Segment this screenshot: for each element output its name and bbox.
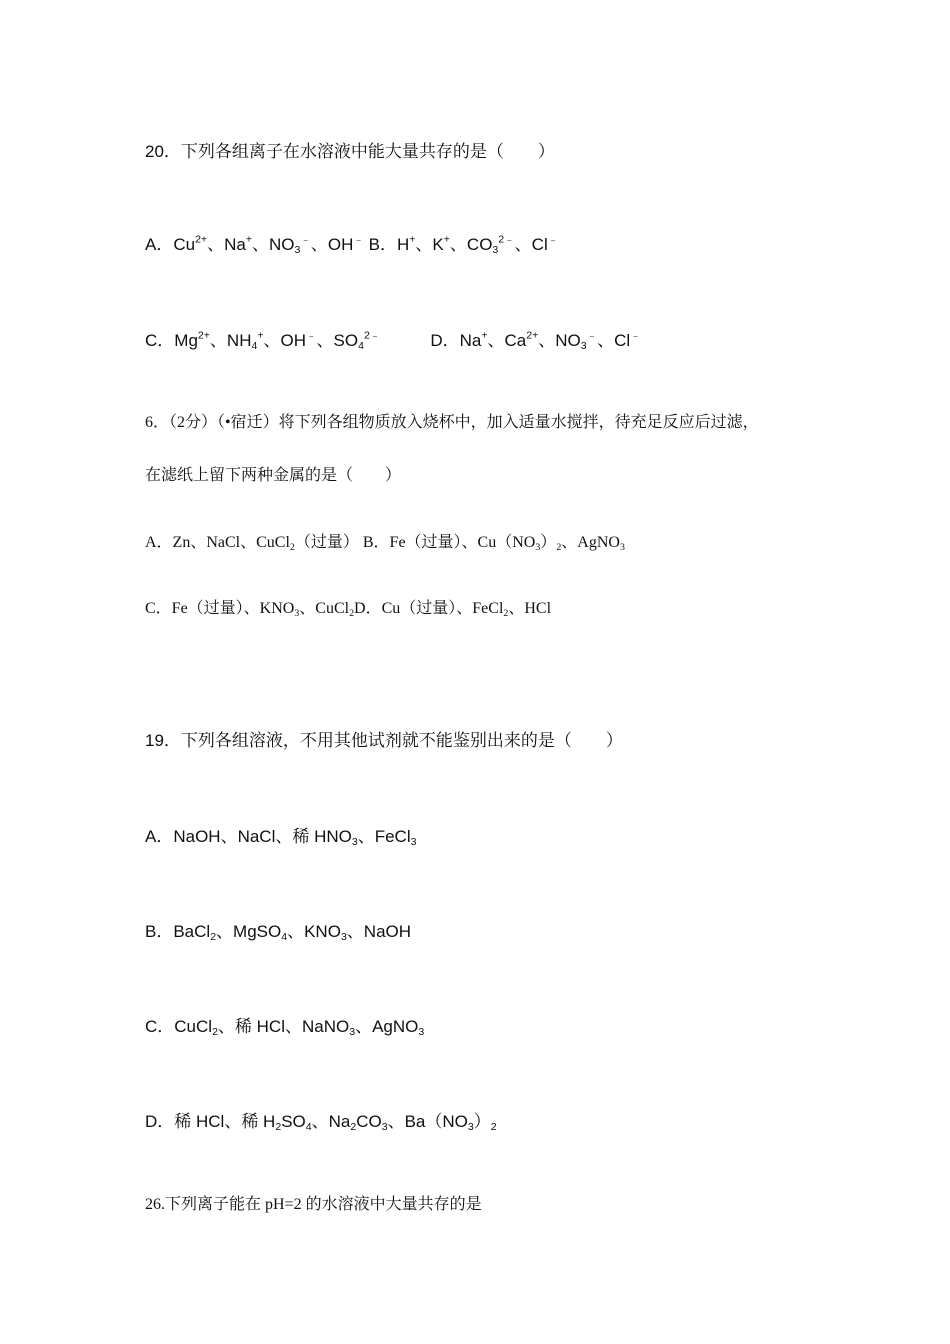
q19-stem: 19．下列各组溶液，不用其他试剂就不能鉴别出来的是（ ） <box>145 731 623 750</box>
q20-options-cd <box>145 329 641 353</box>
q6-option-a[interactable]: A．Zn、NaCl、CuCl$_2$（过量） <box>145 534 359 553</box>
q20-options-ab <box>145 233 559 257</box>
q6-option-d[interactable]: D．Cu（过量）、FeCl$_2$、HCl <box>354 600 552 619</box>
q19-option-d[interactable]: D．稀 HCl、稀 $H_2SO_4$、$Na_2CO_3$、$Ba(NO_3)_2$ <box>145 1112 497 1134</box>
q6-stem-line1: 6．（2分）（•宿迁）将下列各组物质放入烧杯中，加入适量水搅拌，待充足反应后过滤， <box>145 414 759 431</box>
q20-option-d[interactable]: D．Na+、$Ca^{2+}$、$NO_3^﹣$、Cl﹣ <box>430 329 641 353</box>
q26-stem: 26.下列离子能在 pH=2 的水溶液中大量共存的是 <box>145 1196 482 1213</box>
q19-option-b[interactable]: B．BaCl$_2$、MgSO$_4$、$KNO_3$、NaOH <box>145 922 412 944</box>
q19-option-a[interactable]: A．NaOH、NaCl、稀 $HNO_3$、FeCl$_3$ <box>145 827 417 849</box>
q6-option-b[interactable]: B．Fe（过量）、$Cu(NO_3)_2$、AgNO$_3$ <box>362 534 625 553</box>
q6-stem-line2: 在滤纸上留下两种金属的是（ ） <box>145 467 402 484</box>
q6-options-cd <box>145 601 551 617</box>
q20-option-b[interactable]: B．H+、K+、$CO_3^{2﹣}$、Cl﹣ <box>368 233 559 257</box>
q20-option-a[interactable]: A．$Cu^{2+}$、Na+、$NO_3^﹣$、OH﹣ <box>145 233 364 257</box>
q20-stem: 20．下列各组离子在水溶液中能大量共存的是（ ） <box>145 142 555 161</box>
q6-option-c[interactable]: C．Fe（过量）、$KNO_3$、CuCl$_2$ <box>145 600 355 619</box>
q20-option-c[interactable]: C．$Mg^{2+}$、$NH_4^+$、OH﹣、$SO_4^{2﹣}$ <box>145 329 381 353</box>
q19-option-c[interactable]: C．CuCl$_2$、稀 HCl、NaNO$_3$、AgNO$_3$ <box>145 1017 425 1039</box>
q6-options-ab <box>145 535 625 551</box>
